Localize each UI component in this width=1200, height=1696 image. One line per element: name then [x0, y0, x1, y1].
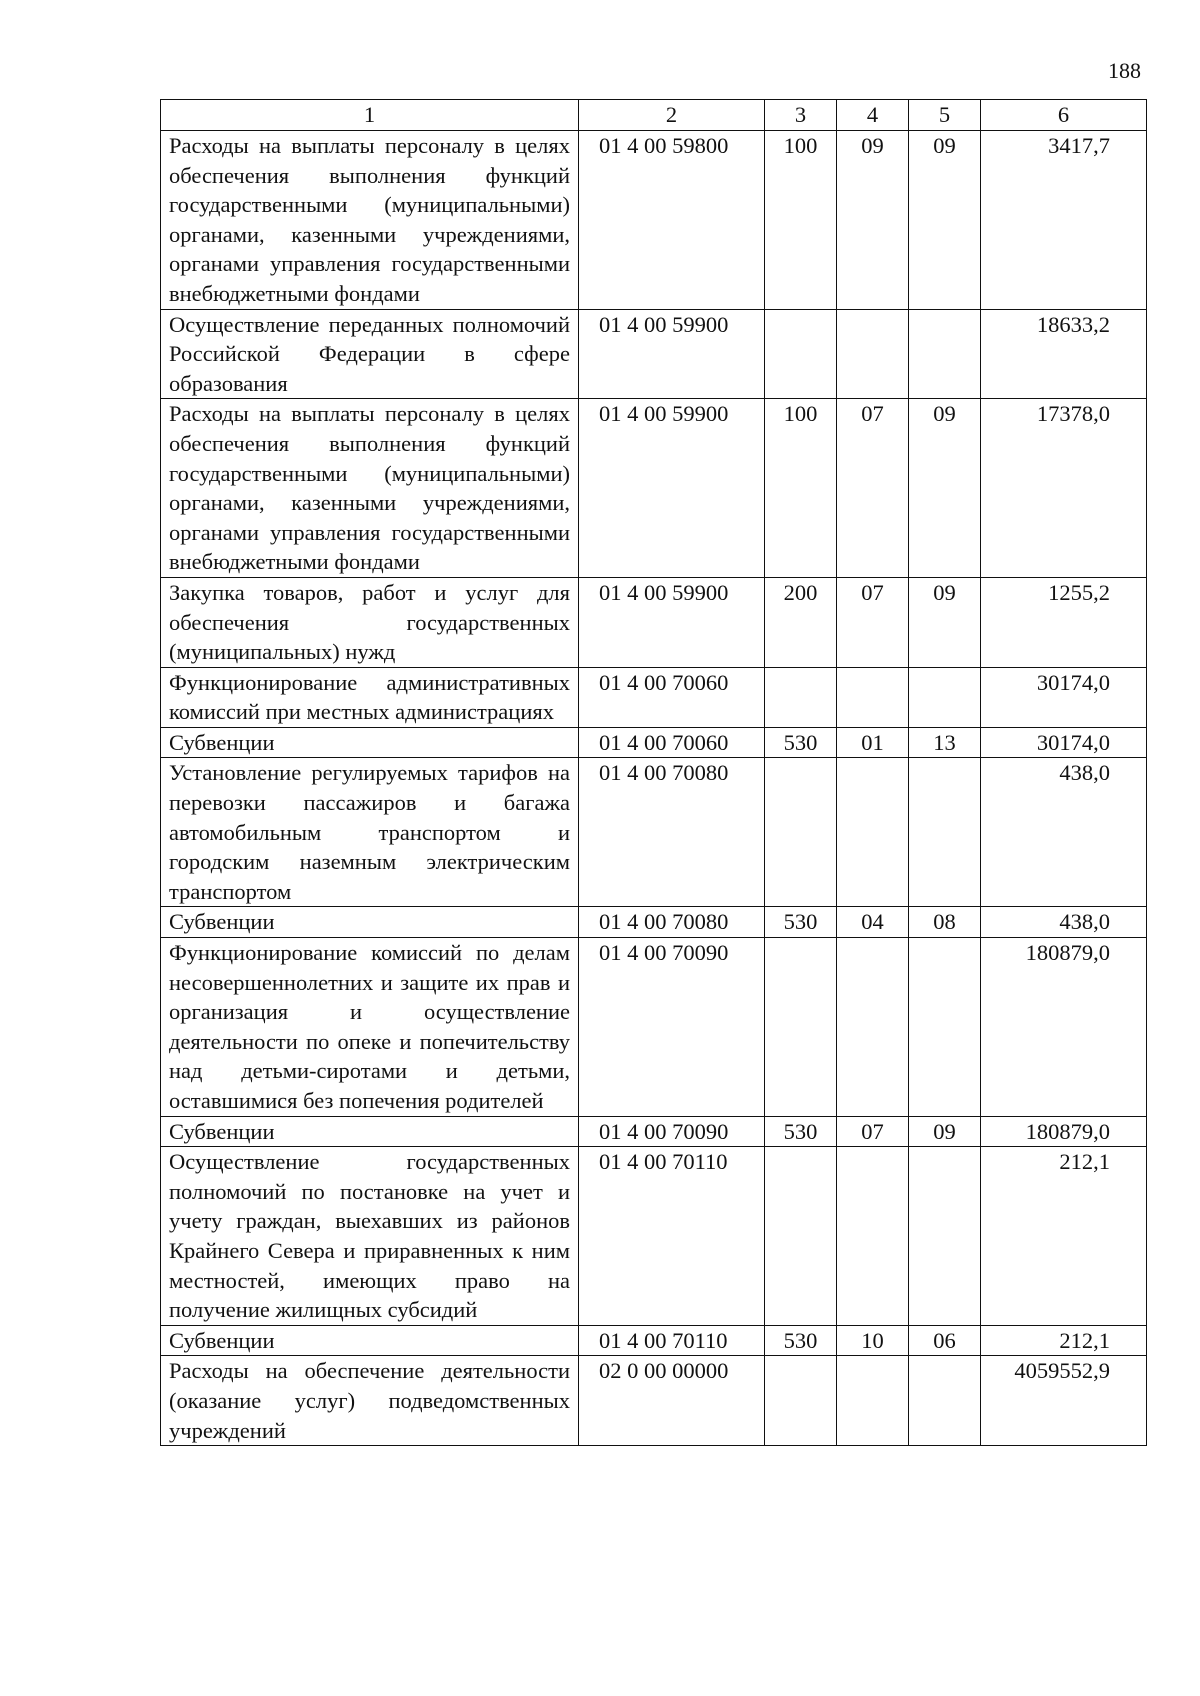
expense-name-cell: Субвенции	[161, 1325, 579, 1356]
column-3-cell	[765, 309, 837, 399]
column-3-cell: 530	[765, 1116, 837, 1147]
column-3-cell	[765, 758, 837, 907]
amount-cell: 212,1	[981, 1325, 1147, 1356]
classification-code-cell: 02 0 00 00000	[579, 1356, 765, 1446]
table-row	[161, 727, 1147, 758]
column-3-cell	[765, 1147, 837, 1326]
column-3-cell	[765, 667, 837, 727]
column-header-1: 1	[161, 100, 579, 131]
column-5-cell: 09	[909, 1116, 981, 1147]
classification-code-cell: 01 4 00 70080	[579, 758, 765, 907]
table-row	[161, 577, 1147, 667]
classification-code-cell: 01 4 00 59900	[579, 309, 765, 399]
classification-code-cell: 01 4 00 70090	[579, 1116, 765, 1147]
column-3-cell: 100	[765, 399, 837, 578]
classification-code-cell: 01 4 00 59900	[579, 577, 765, 667]
expense-name-cell: Функционирование административных комиссий при местных администрациях	[161, 667, 579, 727]
column-header-5: 5	[909, 100, 981, 131]
expense-name-cell: Функционирование комиссий по делам несовершеннолетних и защите их прав и организация и осуществление деятельности по опеке и попечительству над детьми-сиротами и детьми, оставшимися без попечения родителей	[161, 938, 579, 1117]
expense-name-cell: Осуществление государственных полномочий по постановке на учет и учету граждан, выехавших из районов Крайнего Севера и приравненных к ним местностей, имеющих право на получение жилищных субсидий	[161, 1147, 579, 1326]
classification-code-cell: 01 4 00 70110	[579, 1147, 765, 1326]
expense-name-cell: Закупка товаров, работ и услуг для обеспечения государственных (муниципальных) нужд	[161, 577, 579, 667]
column-4-cell: 07	[837, 1116, 909, 1147]
column-5-cell: 09	[909, 131, 981, 310]
amount-cell: 438,0	[981, 758, 1147, 907]
expense-name-cell: Установление регулируемых тарифов на перевозки пассажиров и багажа автомобильным транспортом и городским наземным электрическим транспортом	[161, 758, 579, 907]
column-3-cell	[765, 1356, 837, 1446]
column-5-cell: 06	[909, 1325, 981, 1356]
expense-name-cell: Осуществление переданных полномочий Российской Федерации в сфере образования	[161, 309, 579, 399]
expense-name-cell: Субвенции	[161, 907, 579, 938]
classification-code-cell: 01 4 00 70110	[579, 1325, 765, 1356]
table-row	[161, 1147, 1147, 1326]
column-5-cell	[909, 309, 981, 399]
table-row	[161, 1325, 1147, 1356]
amount-cell: 3417,7	[981, 131, 1147, 310]
amount-cell: 18633,2	[981, 309, 1147, 399]
column-3-cell: 100	[765, 131, 837, 310]
classification-code-cell: 01 4 00 70060	[579, 727, 765, 758]
expense-name-cell: Расходы на обеспечение деятельности (оказание услуг) подведомственных учреждений	[161, 1356, 579, 1446]
classification-code-cell: 01 4 00 59900	[579, 399, 765, 578]
amount-cell: 30174,0	[981, 727, 1147, 758]
column-4-cell	[837, 667, 909, 727]
column-3-cell: 530	[765, 1325, 837, 1356]
column-5-cell	[909, 1356, 981, 1446]
table-row	[161, 938, 1147, 1117]
column-3-cell: 530	[765, 727, 837, 758]
column-5-cell	[909, 667, 981, 727]
column-5-cell: 13	[909, 727, 981, 758]
amount-cell: 1255,2	[981, 577, 1147, 667]
page-number: 188	[1108, 58, 1141, 83]
amount-cell: 17378,0	[981, 399, 1147, 578]
column-4-cell: 09	[837, 131, 909, 310]
table-row	[161, 399, 1147, 578]
column-4-cell: 01	[837, 727, 909, 758]
classification-code-cell: 01 4 00 70060	[579, 667, 765, 727]
table-row	[161, 309, 1147, 399]
column-header-2: 2	[579, 100, 765, 131]
expense-name-cell: Расходы на выплаты персоналу в целях обеспечения выполнения функций государственными (муниципальными) органами, казенными учреждениями, органами управления государственными внебюджетными фондами	[161, 399, 579, 578]
expense-name-cell: Субвенции	[161, 1116, 579, 1147]
column-4-cell	[837, 309, 909, 399]
amount-cell: 180879,0	[981, 1116, 1147, 1147]
table-row	[161, 667, 1147, 727]
column-5-cell: 08	[909, 907, 981, 938]
classification-code-cell: 01 4 00 70090	[579, 938, 765, 1117]
table-row	[161, 131, 1147, 310]
column-5-cell: 09	[909, 577, 981, 667]
amount-cell: 180879,0	[981, 938, 1147, 1117]
column-5-cell	[909, 1147, 981, 1326]
column-4-cell: 04	[837, 907, 909, 938]
column-4-cell	[837, 1356, 909, 1446]
column-header-6: 6	[981, 100, 1147, 131]
column-5-cell	[909, 758, 981, 907]
column-4-cell	[837, 938, 909, 1117]
column-5-cell	[909, 938, 981, 1117]
column-3-cell: 530	[765, 907, 837, 938]
column-5-cell: 09	[909, 399, 981, 578]
table-header-row	[161, 100, 1147, 131]
amount-cell: 212,1	[981, 1147, 1147, 1326]
column-3-cell	[765, 938, 837, 1117]
amount-cell: 4059552,9	[981, 1356, 1147, 1446]
expense-name-cell: Субвенции	[161, 727, 579, 758]
column-header-4: 4	[837, 100, 909, 131]
column-4-cell: 07	[837, 399, 909, 578]
budget-table	[160, 99, 1147, 1446]
column-4-cell	[837, 758, 909, 907]
table-row	[161, 1356, 1147, 1446]
column-3-cell: 200	[765, 577, 837, 667]
table-row	[161, 1116, 1147, 1147]
table-row	[161, 907, 1147, 938]
classification-code-cell: 01 4 00 70080	[579, 907, 765, 938]
column-4-cell: 07	[837, 577, 909, 667]
classification-code-cell: 01 4 00 59800	[579, 131, 765, 310]
amount-cell: 30174,0	[981, 667, 1147, 727]
column-4-cell: 10	[837, 1325, 909, 1356]
column-header-3: 3	[765, 100, 837, 131]
column-4-cell	[837, 1147, 909, 1326]
table-row	[161, 758, 1147, 907]
expense-name-cell: Расходы на выплаты персоналу в целях обеспечения выполнения функций государственными (муниципальными) органами, казенными учреждениями, органами управления государственными внебюджетными фондами	[161, 131, 579, 310]
amount-cell: 438,0	[981, 907, 1147, 938]
